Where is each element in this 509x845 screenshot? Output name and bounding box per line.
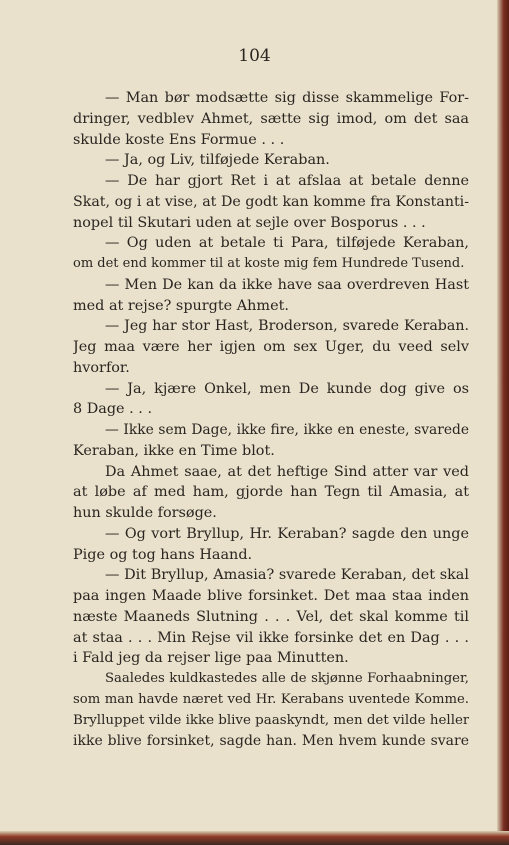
text-line: — Dit Bryllup, Amasia? svarede Keraban, det skal	[105, 567, 469, 584]
text-line: — Jeg har stor Hast, Broderson, svarede Keraban.	[105, 318, 469, 335]
text-line: Da Ahmet saae, at det heftige Sind atter var ved	[105, 463, 469, 480]
text-line: — Og uden at betale ti Para, tilføjede Keraban,	[105, 235, 469, 252]
text-line: ikke blive forsinket, sagde han. Men hvem kunde svare	[73, 733, 469, 750]
text-line: om det end kommer til at koste mig fem Hundrede Tusend.	[73, 256, 465, 271]
text-line: Jeg maa være her igjen om sex Uger, du veed selv	[73, 339, 469, 355]
text-line: hun skulde forsøge.	[73, 505, 217, 521]
text-line: skulde koste Ens Formue . . .	[73, 131, 285, 148]
text-line: — Ikke sem Dage, ikke fire, ikke en eneste, svarede	[105, 422, 469, 438]
text-line: Saaledes kuldkastedes alle de skjønne Forhaabninger,	[105, 671, 469, 686]
text-line: næste Maaneds Slutning . . . Vel, det skal komme til	[73, 608, 469, 625]
page-number: 104	[238, 46, 271, 66]
text-line: — Man bør modsætte sig disse skammelige For-	[105, 90, 469, 106]
text-line: nopel til Skutari uden at sejle over Bosporus . . .	[73, 214, 426, 231]
text-line: at staa . . . Min Rejse vil ikke forsinke det en Dag . . .	[73, 629, 469, 646]
text-line: paa ingen Maade blive forsinket. Det maa staa inden	[73, 588, 469, 604]
text-line: — Ja, kjære Onkel, men De kunde dog give os	[105, 380, 469, 397]
text-line: hvorfor.	[73, 359, 130, 376]
text-line: som man havde næret ved Hr. Kerabans uventede Komme.	[73, 691, 469, 707]
text-line: i Fald jeg da rejser lige paa Minutten.	[73, 650, 349, 667]
text-line: med at rejse? spurgte Ahmet.	[73, 297, 289, 314]
text-line: — Men De kan da ikke have saa overdreven Hast	[105, 276, 469, 293]
page-edge-bottom	[0, 831, 509, 845]
text-line: Keraban, ikke en Time blot.	[73, 442, 275, 459]
text-line: at løbe af med ham, gjorde han Tegn til Amasia, at	[73, 484, 469, 501]
text-line: Pige og tog hans Haand.	[73, 546, 253, 563]
text-line: — Og vort Bryllup, Hr. Keraban? sagde den unge	[105, 525, 469, 542]
text-line: 8 Dage . . .	[73, 401, 153, 418]
text-line: Brylluppet vilde ikke blive paaskyndt, men det vilde heller	[73, 712, 469, 728]
body-text	[73, 88, 469, 752]
text-line: — De har gjort Ret i at afslaa at betale denne	[105, 173, 469, 189]
text-line: — Ja, og Liv, tilføjede Keraban.	[105, 152, 330, 169]
text-line: dringer, vedblev Ahmet, sætte sig imod, om det saa	[73, 110, 469, 127]
text-line: Skat, og i at vise, at De godt kan komme fra Konstanti-	[73, 193, 469, 210]
page-edge-right	[497, 0, 509, 845]
